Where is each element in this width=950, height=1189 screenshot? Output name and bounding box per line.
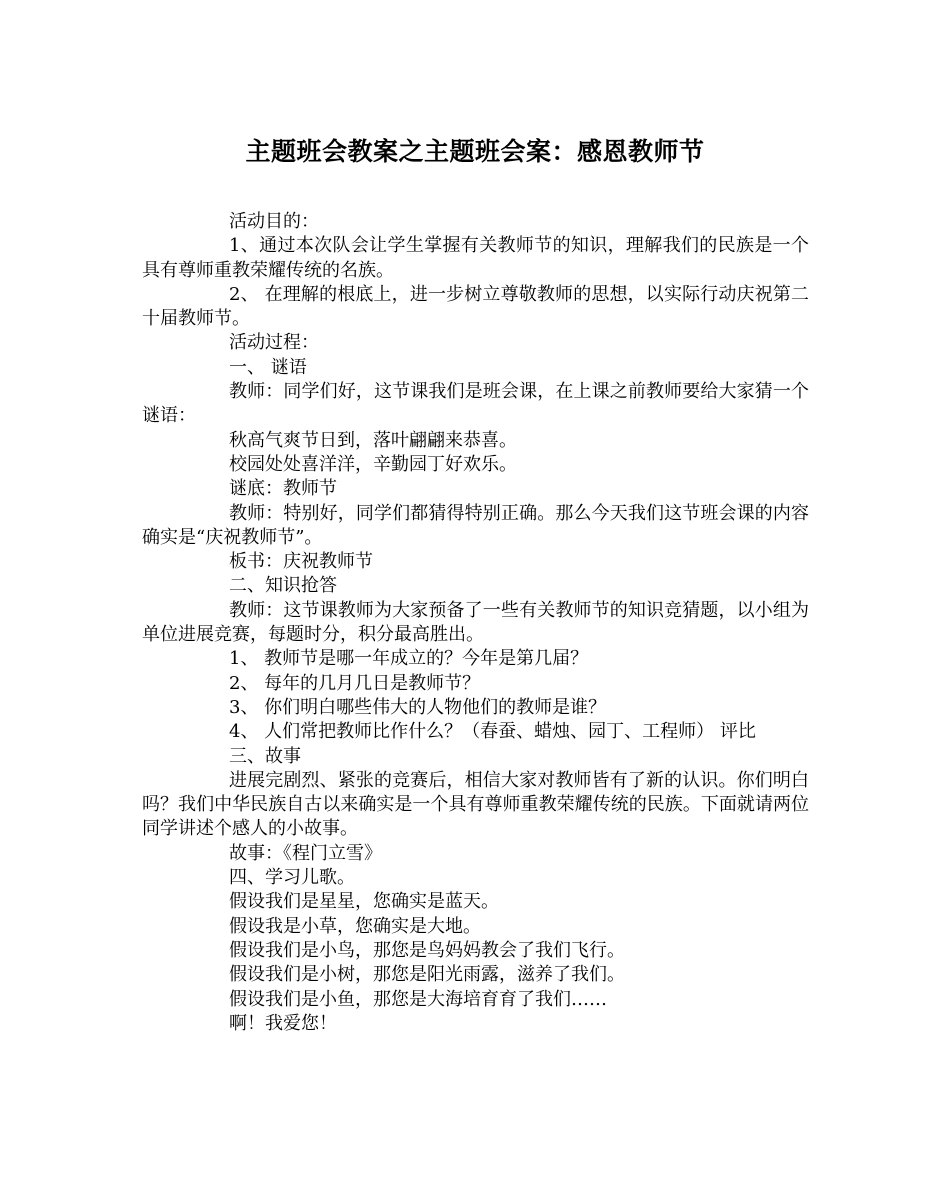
song-line-5: 假设我们是小鱼，那您是大海培育育了我们……	[229, 988, 607, 1010]
paragraph-purpose-2: 2、 在理解的根底上，进一步树立尊敬教师的思想，以实际行动庆祝第二十届教师节。	[142, 283, 809, 330]
paragraph-quiz-intro: 教师：这节课教师为大家预备了一些有关教师节的知识竞猜题，以小组为单位进展竞赛，每题时分，积分最高胜出。	[142, 599, 809, 646]
section-song-heading: 四、学习儿歌。	[229, 867, 355, 889]
section-story-heading: 三、故事	[229, 745, 301, 767]
section-quiz-heading: 二、知识抢答	[229, 575, 337, 597]
riddle-line-2: 校园处处喜洋洋，辛勤园丁好欢乐。	[229, 453, 517, 475]
riddle-answer: 谜底：教师节	[229, 478, 337, 500]
paragraph-purpose-heading: 活动目的：	[229, 211, 319, 232]
song-line-3: 假设我们是小鸟，那您是鸟妈妈教会了我们飞行。	[229, 939, 625, 961]
song-line-1: 假设我们是星星，您确实是蓝天。	[229, 891, 499, 913]
section-riddle-heading: 一、 谜语	[229, 356, 307, 378]
paragraph-process-heading: 活动过程：	[229, 332, 319, 354]
quiz-question-1: 1、 教师节是哪一年成立的？今年是第几届？	[229, 648, 589, 670]
paragraph-teacher-response: 教师：特别好，同学们都猜得特别正确。那么今天我们这节班会课的内容确实是“庆祝教师节”。	[142, 502, 809, 548]
quiz-question-4: 4、 人们常把教师比作什么？（春蚕、蜡烛、园丁、工程师） 评比	[229, 721, 756, 743]
song-line-2: 假设我是小草，您确实是大地。	[229, 915, 481, 937]
story-title: 故事：《程门立雪》	[229, 842, 382, 864]
quiz-question-2: 2、 每年的几月几日是教师节？	[229, 672, 481, 694]
blackboard-note: 板书：庆祝教师节	[229, 551, 373, 573]
song-closing-line: 啊！我爱您！	[229, 1012, 337, 1034]
paragraph-purpose-1: 1、通过本次队会让学生掌握有关教师节的知识，理解我们的民族是一个具有尊师重教荣耀传统的名族。	[142, 235, 809, 281]
song-line-4: 假设我们是小树，那您是阳光雨露，滋养了我们。	[229, 964, 625, 986]
quiz-question-3: 3、 你们明白哪些伟大的人物他们的教师是谁？	[229, 696, 607, 718]
document-title: 主题班会教案之主题班会案：感恩教师节	[245, 137, 705, 166]
paragraph-story-intro: 进展完剧烈、紧张的竞赛后，相信大家对教师皆有了新的认识。你们明白吗？我们中华民族自古以来确实是一个具有尊师重教荣耀传统的民族。下面就请两位同学讲述个感人的小故事。	[142, 769, 809, 840]
document-body	[142, 210, 809, 1036]
riddle-line-1: 秋高气爽节日到，落叶翩翩来恭喜。	[229, 429, 517, 451]
paragraph-teacher-intro: 教师：同学们好，这节课我们是班会课，在上课之前教师要给大家猜一个谜语：	[142, 381, 809, 427]
